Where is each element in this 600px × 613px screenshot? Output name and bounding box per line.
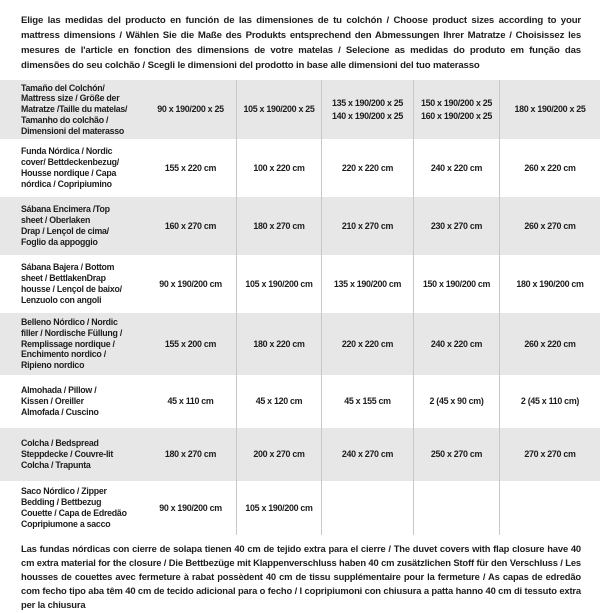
row-label-line: cover/ Bettdeckenbezug/ <box>21 157 119 168</box>
row-label <box>0 83 145 137</box>
size-value: 230 x 270 cm <box>430 220 483 231</box>
table-row <box>0 313 600 375</box>
size-cell <box>413 139 499 197</box>
size-cell <box>413 197 499 255</box>
table-row <box>0 80 600 139</box>
size-value: 45 x 120 cm <box>255 396 303 406</box>
row-label-line: Kissen / Oreiller <box>21 396 84 407</box>
size-value: 220 x 220 cm <box>341 162 394 173</box>
size-cell <box>145 481 236 535</box>
size-value: 155 x 220 cm <box>164 162 217 173</box>
size-value: 180 x 270 cm <box>164 449 217 459</box>
size-value: 155 x 200 cm <box>164 338 217 349</box>
size-cell <box>413 481 499 535</box>
row-label-line: Dimensioni del materasso <box>21 125 125 136</box>
row-label-line: Matratze /Taille du matelas/ <box>21 104 128 115</box>
row-label-line: nórdica / Copripiumino <box>21 178 112 189</box>
row-label-line: Tamanho do colchão / <box>21 114 109 125</box>
size-cell <box>499 80 600 139</box>
size-value: 2 (45 x 90 cm) <box>429 396 484 406</box>
size-cell <box>321 139 413 197</box>
row-label <box>0 385 145 417</box>
row-label-line: Colcha / Trapunta <box>21 459 91 470</box>
row-label-line: Mattress size / Größe der <box>21 93 120 104</box>
size-value: 210 x 270 cm <box>341 220 394 231</box>
size-value: 150 x 190/200 x 25 <box>420 97 493 108</box>
size-cell <box>413 255 499 313</box>
size-cell <box>499 375 600 428</box>
size-value: 100 x 220 cm <box>253 162 305 173</box>
size-value: 140 x 190/200 x 25 <box>331 110 404 121</box>
size-cell <box>413 428 499 481</box>
size-value: 90 x 190/200 cm <box>159 502 222 513</box>
row-label-line: Lenzuolo con angoli <box>21 294 102 305</box>
size-cell <box>413 80 499 139</box>
size-value: 105 x 190/200 cm <box>245 502 313 513</box>
size-cell <box>145 139 236 197</box>
size-value: 260 x 220 cm <box>524 162 576 173</box>
size-value: 135 x 190/200 x 25 <box>331 97 404 108</box>
row-label-line: Tamaño del Colchón/ <box>21 82 105 93</box>
row-label-line: sheet / Oberlaken <box>21 215 91 226</box>
row-label <box>0 262 145 305</box>
size-value: 105 x 190/200 cm <box>245 278 313 289</box>
row-label-line: Funda Nórdica / Nordic <box>21 146 113 157</box>
row-label-line: Almofada / Cuscino <box>21 406 99 417</box>
table-row <box>0 255 600 313</box>
size-value: 135 x 190/200 cm <box>333 278 402 289</box>
intro-text: Elige las medidas del producto en función de las dimensiones de tu colchón / Choose product sizes according to your mattress dimensions / Wählen Sie die Maße des Produkts entsprechend den Abmessungen Ihrer Matratze / Choisissez les mesures de l'article en fonction des dimensions de votre matelas / Selecione as medidas do produto em função das dimensões do seu colchão / Scegli le dimensioni del prodotto in base alle dimensioni del tuo materasso <box>21 15 581 71</box>
size-value: 150 x 190/200 cm <box>422 278 491 289</box>
row-label-line: Bedding / Bettbezug <box>21 497 102 508</box>
size-cell <box>236 139 321 197</box>
row-label-line: Sábana Encimera /Top <box>21 204 110 215</box>
size-cell <box>321 255 413 313</box>
size-value: 240 x 220 cm <box>430 162 483 173</box>
row-label-line: Remplissage nordique / <box>21 338 115 349</box>
row-label-line: Couette / Capa de Edredão <box>21 508 127 518</box>
row-label-line: Drap / Lençol de cima/ <box>21 226 109 236</box>
row-label-line: Ripieno nordico <box>21 360 85 371</box>
row-label-line: Belleno Nórdico / Nordic <box>21 317 118 327</box>
size-cell <box>499 481 600 535</box>
size-value: 105 x 190/200 x 25 <box>243 104 315 114</box>
size-value: 180 x 220 cm <box>253 338 305 349</box>
size-cell <box>145 375 236 428</box>
row-label-line: Sábana Bajera / Bottom <box>21 262 115 273</box>
size-value: 90 x 190/200 x 25 <box>157 104 224 114</box>
size-cell <box>236 197 321 255</box>
size-cell <box>321 375 413 428</box>
size-table <box>0 80 600 535</box>
size-cell <box>236 481 321 535</box>
size-value: 2 (45 x 110 cm) <box>520 396 580 406</box>
size-value: 250 x 270 cm <box>430 449 483 459</box>
row-label <box>0 146 145 189</box>
size-cell <box>145 197 236 255</box>
row-label-line: sheet / BettlakenDrap <box>21 273 106 284</box>
size-value: 180 x 270 cm <box>253 220 305 231</box>
size-cell <box>236 313 321 375</box>
table-row <box>0 197 600 255</box>
size-value: 240 x 220 cm <box>430 338 483 349</box>
size-cell <box>499 139 600 197</box>
row-label <box>0 486 145 529</box>
size-value: 160 x 190/200 x 25 <box>420 110 493 121</box>
table-row <box>0 428 600 481</box>
size-cell <box>413 313 499 375</box>
size-cell <box>145 313 236 375</box>
row-label <box>0 438 145 470</box>
row-label-line: housse / Lençol de baixo/ <box>21 284 122 294</box>
size-value: 270 x 270 cm <box>524 449 576 459</box>
table-row <box>0 375 600 428</box>
row-label-line: Housse nordique / Capa <box>21 168 117 178</box>
size-cell <box>236 255 321 313</box>
size-cell <box>499 197 600 255</box>
row-label-line: Steppdecke / Couvre-lit <box>21 449 114 460</box>
row-label <box>0 204 145 247</box>
size-cell <box>321 481 413 535</box>
size-value: 45 x 155 cm <box>344 396 391 406</box>
size-cell <box>236 375 321 428</box>
size-cell <box>499 255 600 313</box>
size-value: 220 x 220 cm <box>341 338 394 349</box>
size-value: 45 x 110 cm <box>167 396 214 406</box>
size-cell <box>145 80 236 139</box>
size-value: 180 x 190/200 x 25 <box>514 104 586 114</box>
row-label-line: Copripiumone a sacco <box>21 518 111 529</box>
size-cell <box>321 428 413 481</box>
size-cell <box>413 375 499 428</box>
size-value: 260 x 220 cm <box>524 338 576 349</box>
size-value: 90 x 190/200 cm <box>159 278 222 289</box>
size-guide-sheet <box>0 13 600 612</box>
size-value: 260 x 270 cm <box>524 220 576 231</box>
table-row <box>0 481 600 535</box>
row-label-line: Saco Nórdico / Zipper <box>21 486 107 497</box>
size-cell <box>145 255 236 313</box>
row-label-line: Colcha / Bedspread <box>21 438 99 449</box>
row-label-line: filler / Nordische Füllung / <box>21 327 123 338</box>
row-label-line: Foglio da appoggio <box>21 236 98 247</box>
table-row <box>0 139 600 197</box>
size-cell <box>321 197 413 255</box>
row-label-line: Enchimento nordico / <box>21 349 106 360</box>
size-value: 180 x 190/200 cm <box>516 278 584 289</box>
size-cell <box>499 428 600 481</box>
size-value: 160 x 270 cm <box>164 220 217 231</box>
size-value: 240 x 270 cm <box>341 449 394 459</box>
row-label <box>0 317 145 371</box>
row-label-line: Almohada / Pillow / <box>21 385 97 396</box>
size-value: 200 x 270 cm <box>253 449 305 459</box>
size-cell <box>236 80 321 139</box>
size-cell <box>321 313 413 375</box>
size-cell <box>236 428 321 481</box>
size-cell <box>321 80 413 139</box>
size-cell <box>145 428 236 481</box>
size-cell <box>499 313 600 375</box>
footnote-text: Las fundas nórdicas con cierre de solapa tienen 40 cm de tejido extra para el cierre / The duvet covers with flap closure have 40 cm extra material for the closure / Die Bettbezüge mit Klappenverschluss haben 40 cm zusätzlichen Stoff für den Verschluss / Les housses de couettes avec fermeture à rabat possèdent 40 cm de tissu supplémentaire pour la fermeture / As capas de edredão com fecho tipo aba têm 40 cm de tecido adicional para o fecho / I copripiumoni con chiusura a patta hanno 40 cm di tessuto extra per la chiusura <box>21 543 581 610</box>
